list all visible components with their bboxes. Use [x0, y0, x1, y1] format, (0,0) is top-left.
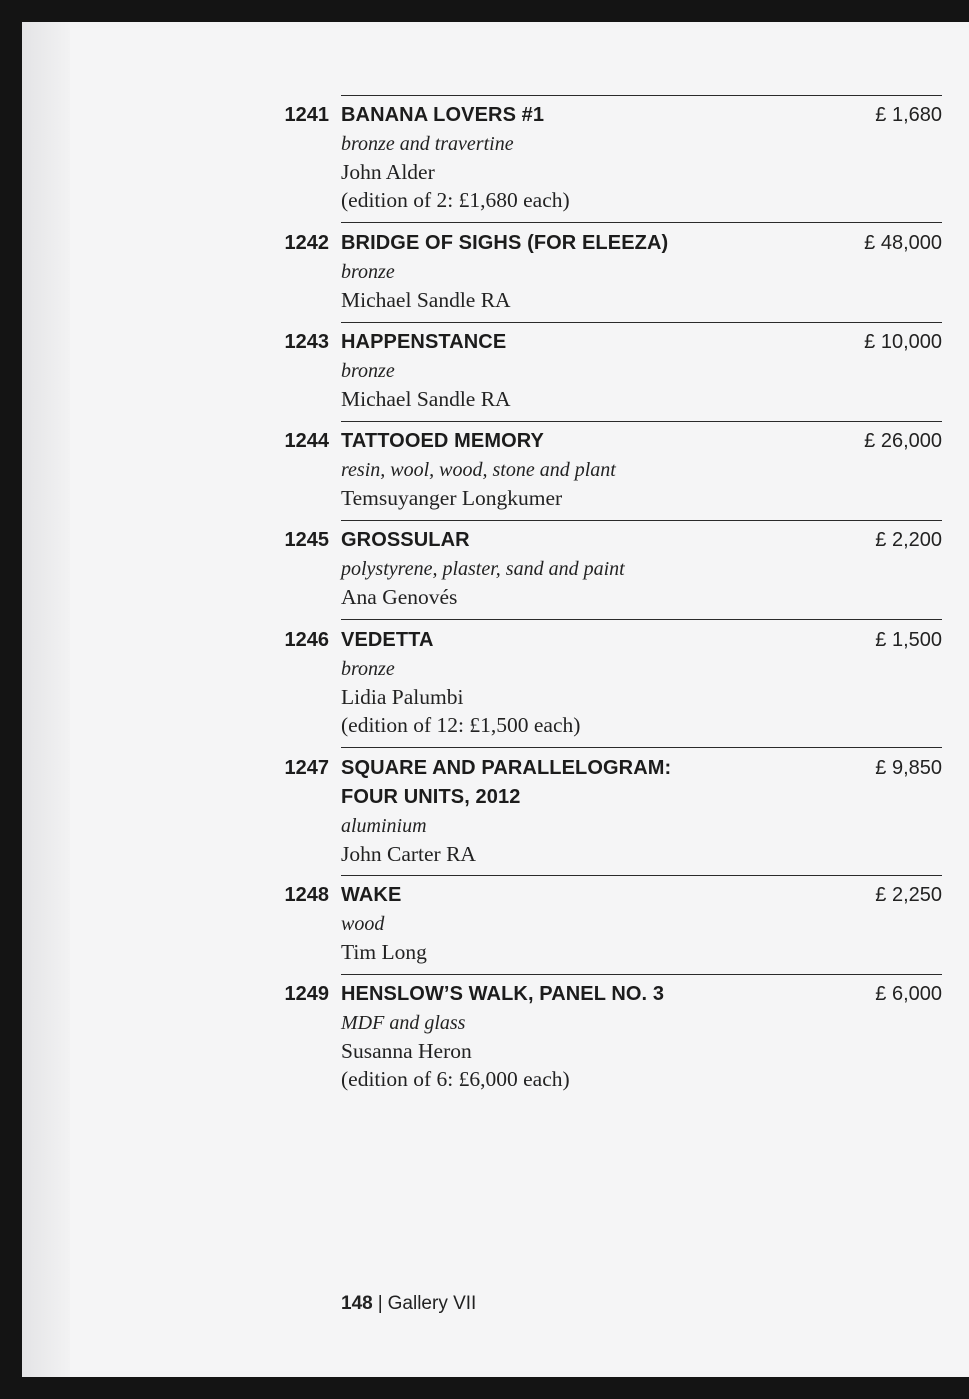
artwork-title: WAKE — [341, 884, 402, 906]
artwork-medium: bronze — [341, 658, 395, 680]
page-edge — [22, 22, 70, 1377]
artist-name: Temsuyanger Longkumer — [341, 486, 563, 510]
entry-number: 1244 — [284, 430, 329, 452]
entry-rule — [341, 974, 942, 975]
artwork-medium: resin, wool, wood, stone and plant — [341, 459, 616, 481]
artwork-price: £ 48,000 — [864, 232, 942, 254]
artist-name: Lidia Palumbi — [341, 685, 464, 709]
artwork-price: £ 10,000 — [864, 331, 942, 353]
artwork-title: GROSSULAR — [341, 529, 470, 551]
artwork-price: £ 1,680 — [875, 104, 942, 126]
artwork-title: SQUARE AND PARALLELOGRAM: — [341, 757, 672, 779]
artwork-title: HAPPENSTANCE — [341, 331, 507, 353]
entry-number: 1245 — [284, 529, 329, 551]
artist-name: John Carter RA — [341, 842, 476, 866]
entry-rule — [341, 619, 942, 620]
edition-info: (edition of 2: £1,680 each) — [341, 188, 570, 212]
entry-number: 1242 — [284, 232, 329, 254]
artist-name: Tim Long — [341, 940, 427, 964]
artist-name: Ana Genovés — [341, 585, 458, 609]
entry-rule — [341, 747, 942, 748]
entry-rule — [341, 95, 942, 96]
artwork-medium: bronze — [341, 261, 395, 283]
entry-rule — [341, 875, 942, 876]
entry-number: 1241 — [284, 104, 329, 126]
artwork-medium: aluminium — [341, 815, 427, 837]
edition-info: (edition of 12: £1,500 each) — [341, 713, 581, 737]
artwork-price: £ 26,000 — [864, 430, 942, 452]
entry-number: 1243 — [284, 331, 329, 353]
artwork-price: £ 2,200 — [875, 529, 942, 551]
artwork-title: TATTOOED MEMORY — [341, 430, 544, 452]
entry-number: 1249 — [284, 983, 329, 1005]
artwork-medium: bronze and travertine — [341, 133, 514, 155]
artwork-title: BANANA LOVERS #1 — [341, 104, 545, 126]
artist-name: Michael Sandle RA — [341, 288, 511, 312]
edition-info: (edition of 6: £6,000 each) — [341, 1067, 570, 1091]
entry-rule — [341, 421, 942, 422]
artwork-title: BRIDGE OF SIGHS (FOR ELEEZA) — [341, 232, 669, 254]
artwork-price: £ 1,500 — [875, 629, 942, 651]
entry-number: 1248 — [284, 884, 329, 906]
artist-name: Michael Sandle RA — [341, 387, 511, 411]
gallery-section: Gallery VII — [387, 1293, 477, 1314]
page-number: 148 — [341, 1293, 373, 1314]
artwork-medium: polystyrene, plaster, sand and paint — [341, 558, 625, 580]
entry-rule — [341, 222, 942, 223]
artwork-title-line-2: FOUR UNITS, 2012 — [341, 786, 521, 808]
artist-name: John Alder — [341, 160, 435, 184]
entry-number: 1247 — [284, 757, 329, 779]
artwork-price: £ 9,850 — [875, 757, 942, 779]
artwork-medium: bronze — [341, 360, 395, 382]
entry-rule — [341, 322, 942, 323]
entry-rule — [341, 520, 942, 521]
artwork-price: £ 2,250 — [875, 884, 942, 906]
artwork-medium: wood — [341, 913, 385, 935]
footer-separator: | — [377, 1293, 383, 1314]
page-footer — [341, 1291, 476, 1317]
artwork-price: £ 6,000 — [875, 983, 942, 1005]
artwork-medium: MDF and glass — [341, 1012, 466, 1034]
artwork-title: VEDETTA — [341, 629, 434, 651]
entry-number: 1246 — [284, 629, 329, 651]
artist-name: Susanna Heron — [341, 1039, 472, 1063]
artwork-title: HENSLOW’S WALK, PANEL NO. 3 — [341, 983, 665, 1005]
